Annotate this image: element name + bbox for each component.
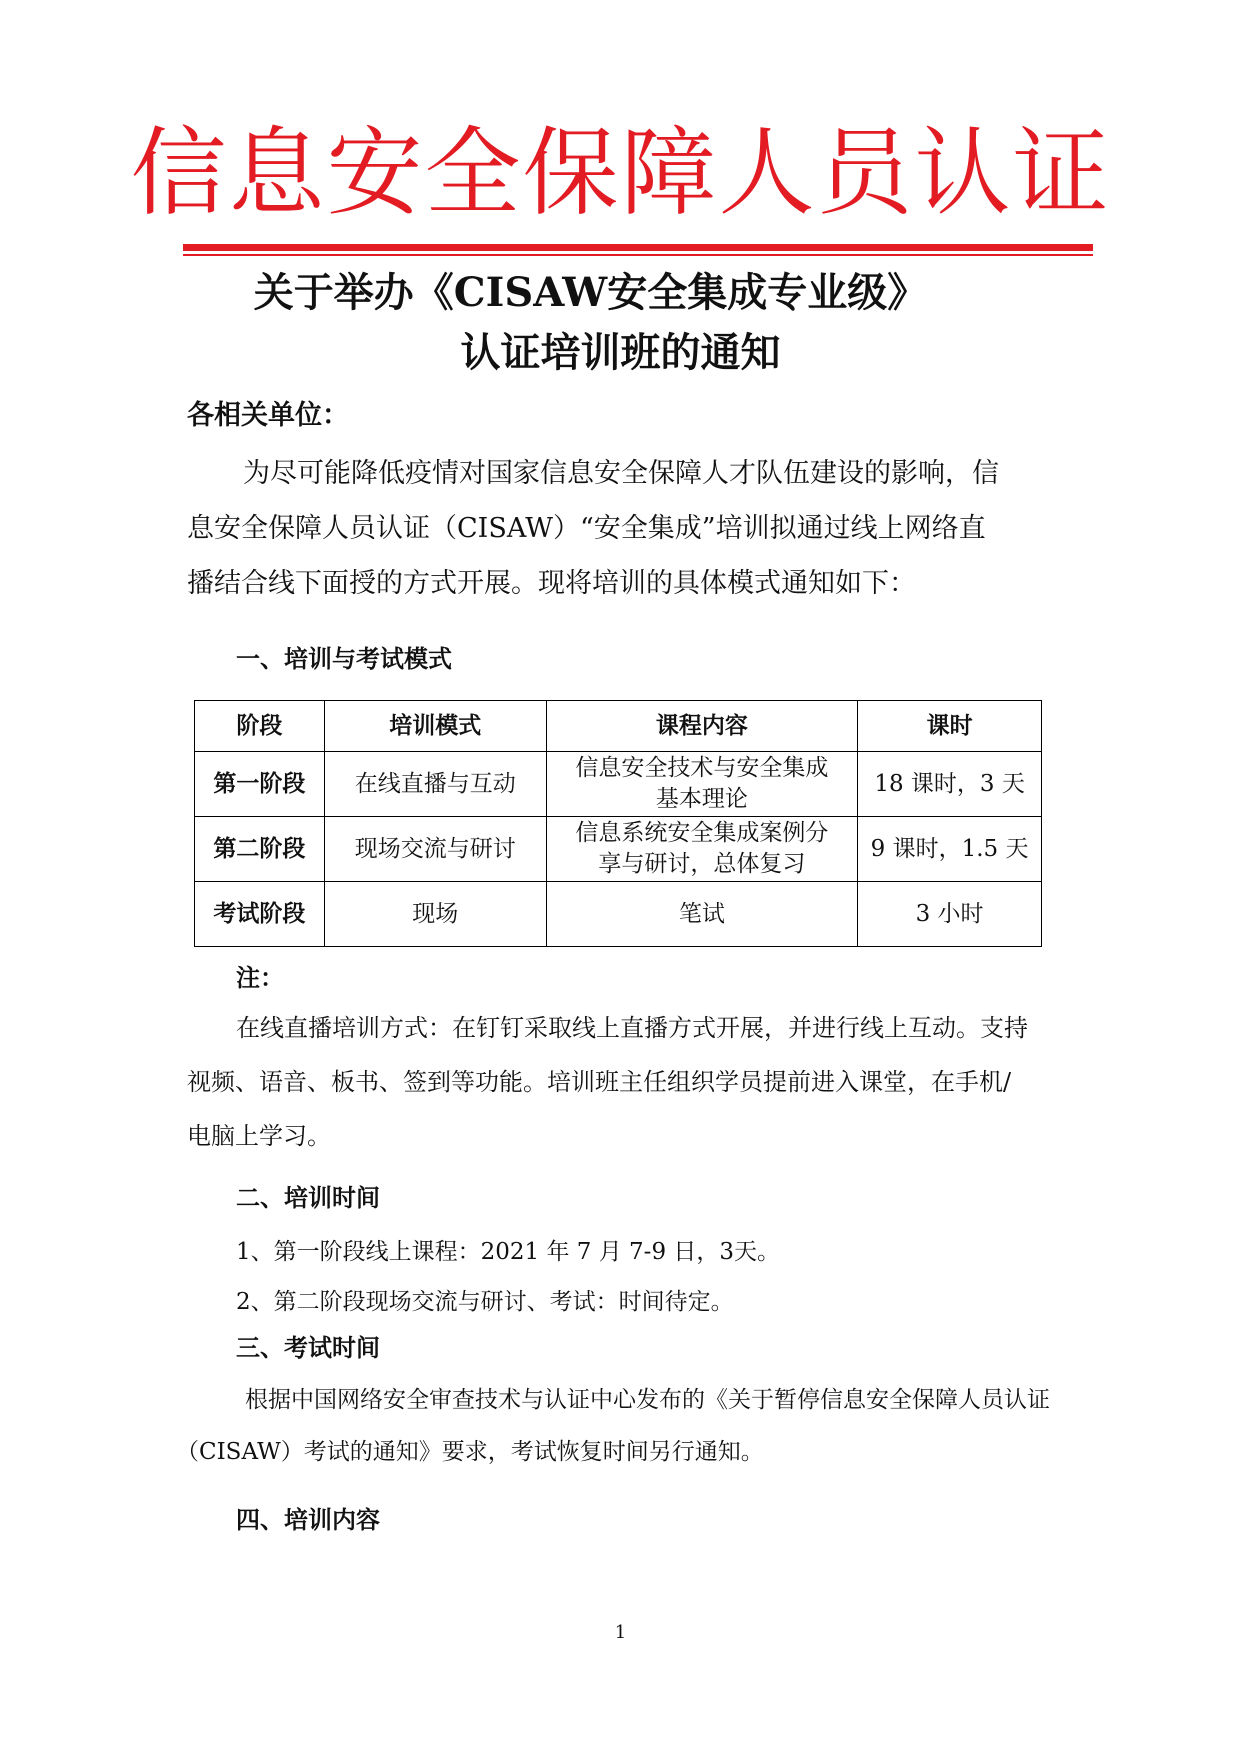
col-header-content: 课程内容 (546, 701, 858, 752)
table-row (195, 882, 1042, 947)
col-header-stage: 阶段 (195, 701, 325, 752)
cell-content: 笔试 (546, 882, 858, 947)
document-title-line2: 认证培训班的通知 (460, 329, 781, 376)
cell-content-line-1: 信息系统安全集成案例分 (575, 820, 829, 846)
cell-hours: 18 课时，3 天 (858, 752, 1042, 817)
intro-line-1: 为尽可能降低疫情对国家信息安全保障人才队伍建设的影响，信 (243, 458, 999, 489)
table-header-row (195, 701, 1042, 752)
note-line-1: 在线直播培训方式：在钉钉采取线上直播方式开展，并进行线上互动。支持 (236, 1014, 1028, 1042)
section-heading-3: 三、考试时间 (236, 1334, 380, 1362)
salutation: 各相关单位： (187, 400, 349, 431)
training-mode-table (194, 700, 1042, 947)
cell-mode: 在线直播与互动 (324, 752, 546, 817)
cell-stage: 第二阶段 (195, 817, 325, 882)
document-title-line1: 关于举办《CISAW安全集成专业级》 (253, 269, 928, 316)
cell-content (546, 752, 858, 817)
exam-line-1: 根据中国网络安全审查技术与认证中心发布的《关于暂停信息安全保障人员认证 (245, 1387, 1050, 1413)
schedule-item-1: 1、第一阶段线上课程：2021 年 7 月 7-9 日，3天。 (236, 1239, 781, 1265)
cell-content-line-2: 享与研讨，总体复习 (598, 851, 806, 877)
section-heading-1: 一、培训与考试模式 (236, 645, 452, 673)
cell-mode: 现场 (324, 882, 546, 947)
col-header-mode: 培训模式 (324, 701, 546, 752)
cell-hours: 9 课时，1.5 天 (858, 817, 1042, 882)
cell-hours: 3 小时 (858, 882, 1042, 947)
banner-rule-thin (183, 254, 1093, 256)
org-banner-title: 信息安全保障人员认证 (130, 117, 1111, 229)
schedule-item-2: 2、第二阶段现场交流与研讨、考试：时间待定。 (236, 1289, 734, 1315)
table-row (195, 752, 1042, 817)
section-heading-2: 二、培训时间 (236, 1184, 380, 1212)
page-number: 1 (614, 1622, 627, 1643)
note-line-3: 电脑上学习。 (187, 1122, 331, 1150)
col-header-hours: 课时 (858, 701, 1042, 752)
note-line-2: 视频、语音、板书、签到等功能。培训班主任组织学员提前进入课堂，在手机/ (187, 1068, 1012, 1096)
cell-content-line-2: 基本理论 (655, 786, 748, 812)
section-heading-4: 四、培训内容 (236, 1506, 380, 1534)
exam-line-2: （CISAW）考试的通知》要求，考试恢复时间另行通知。 (176, 1439, 764, 1465)
cell-stage: 考试阶段 (195, 882, 325, 947)
cell-stage: 第一阶段 (195, 752, 325, 817)
cell-content (546, 817, 858, 882)
banner-rule-thick (183, 244, 1093, 251)
cell-mode: 现场交流与研讨 (324, 817, 546, 882)
intro-line-2: 息安全保障人员认证（CISAW）“安全集成”培训拟通过线上网络直 (187, 513, 986, 544)
intro-line-3: 播结合线下面授的方式开展。现将培训的具体模式通知如下： (187, 568, 916, 599)
cell-content-line-1: 信息安全技术与安全集成 (575, 755, 829, 781)
note-label: 注： (236, 964, 284, 992)
table-row (195, 817, 1042, 882)
